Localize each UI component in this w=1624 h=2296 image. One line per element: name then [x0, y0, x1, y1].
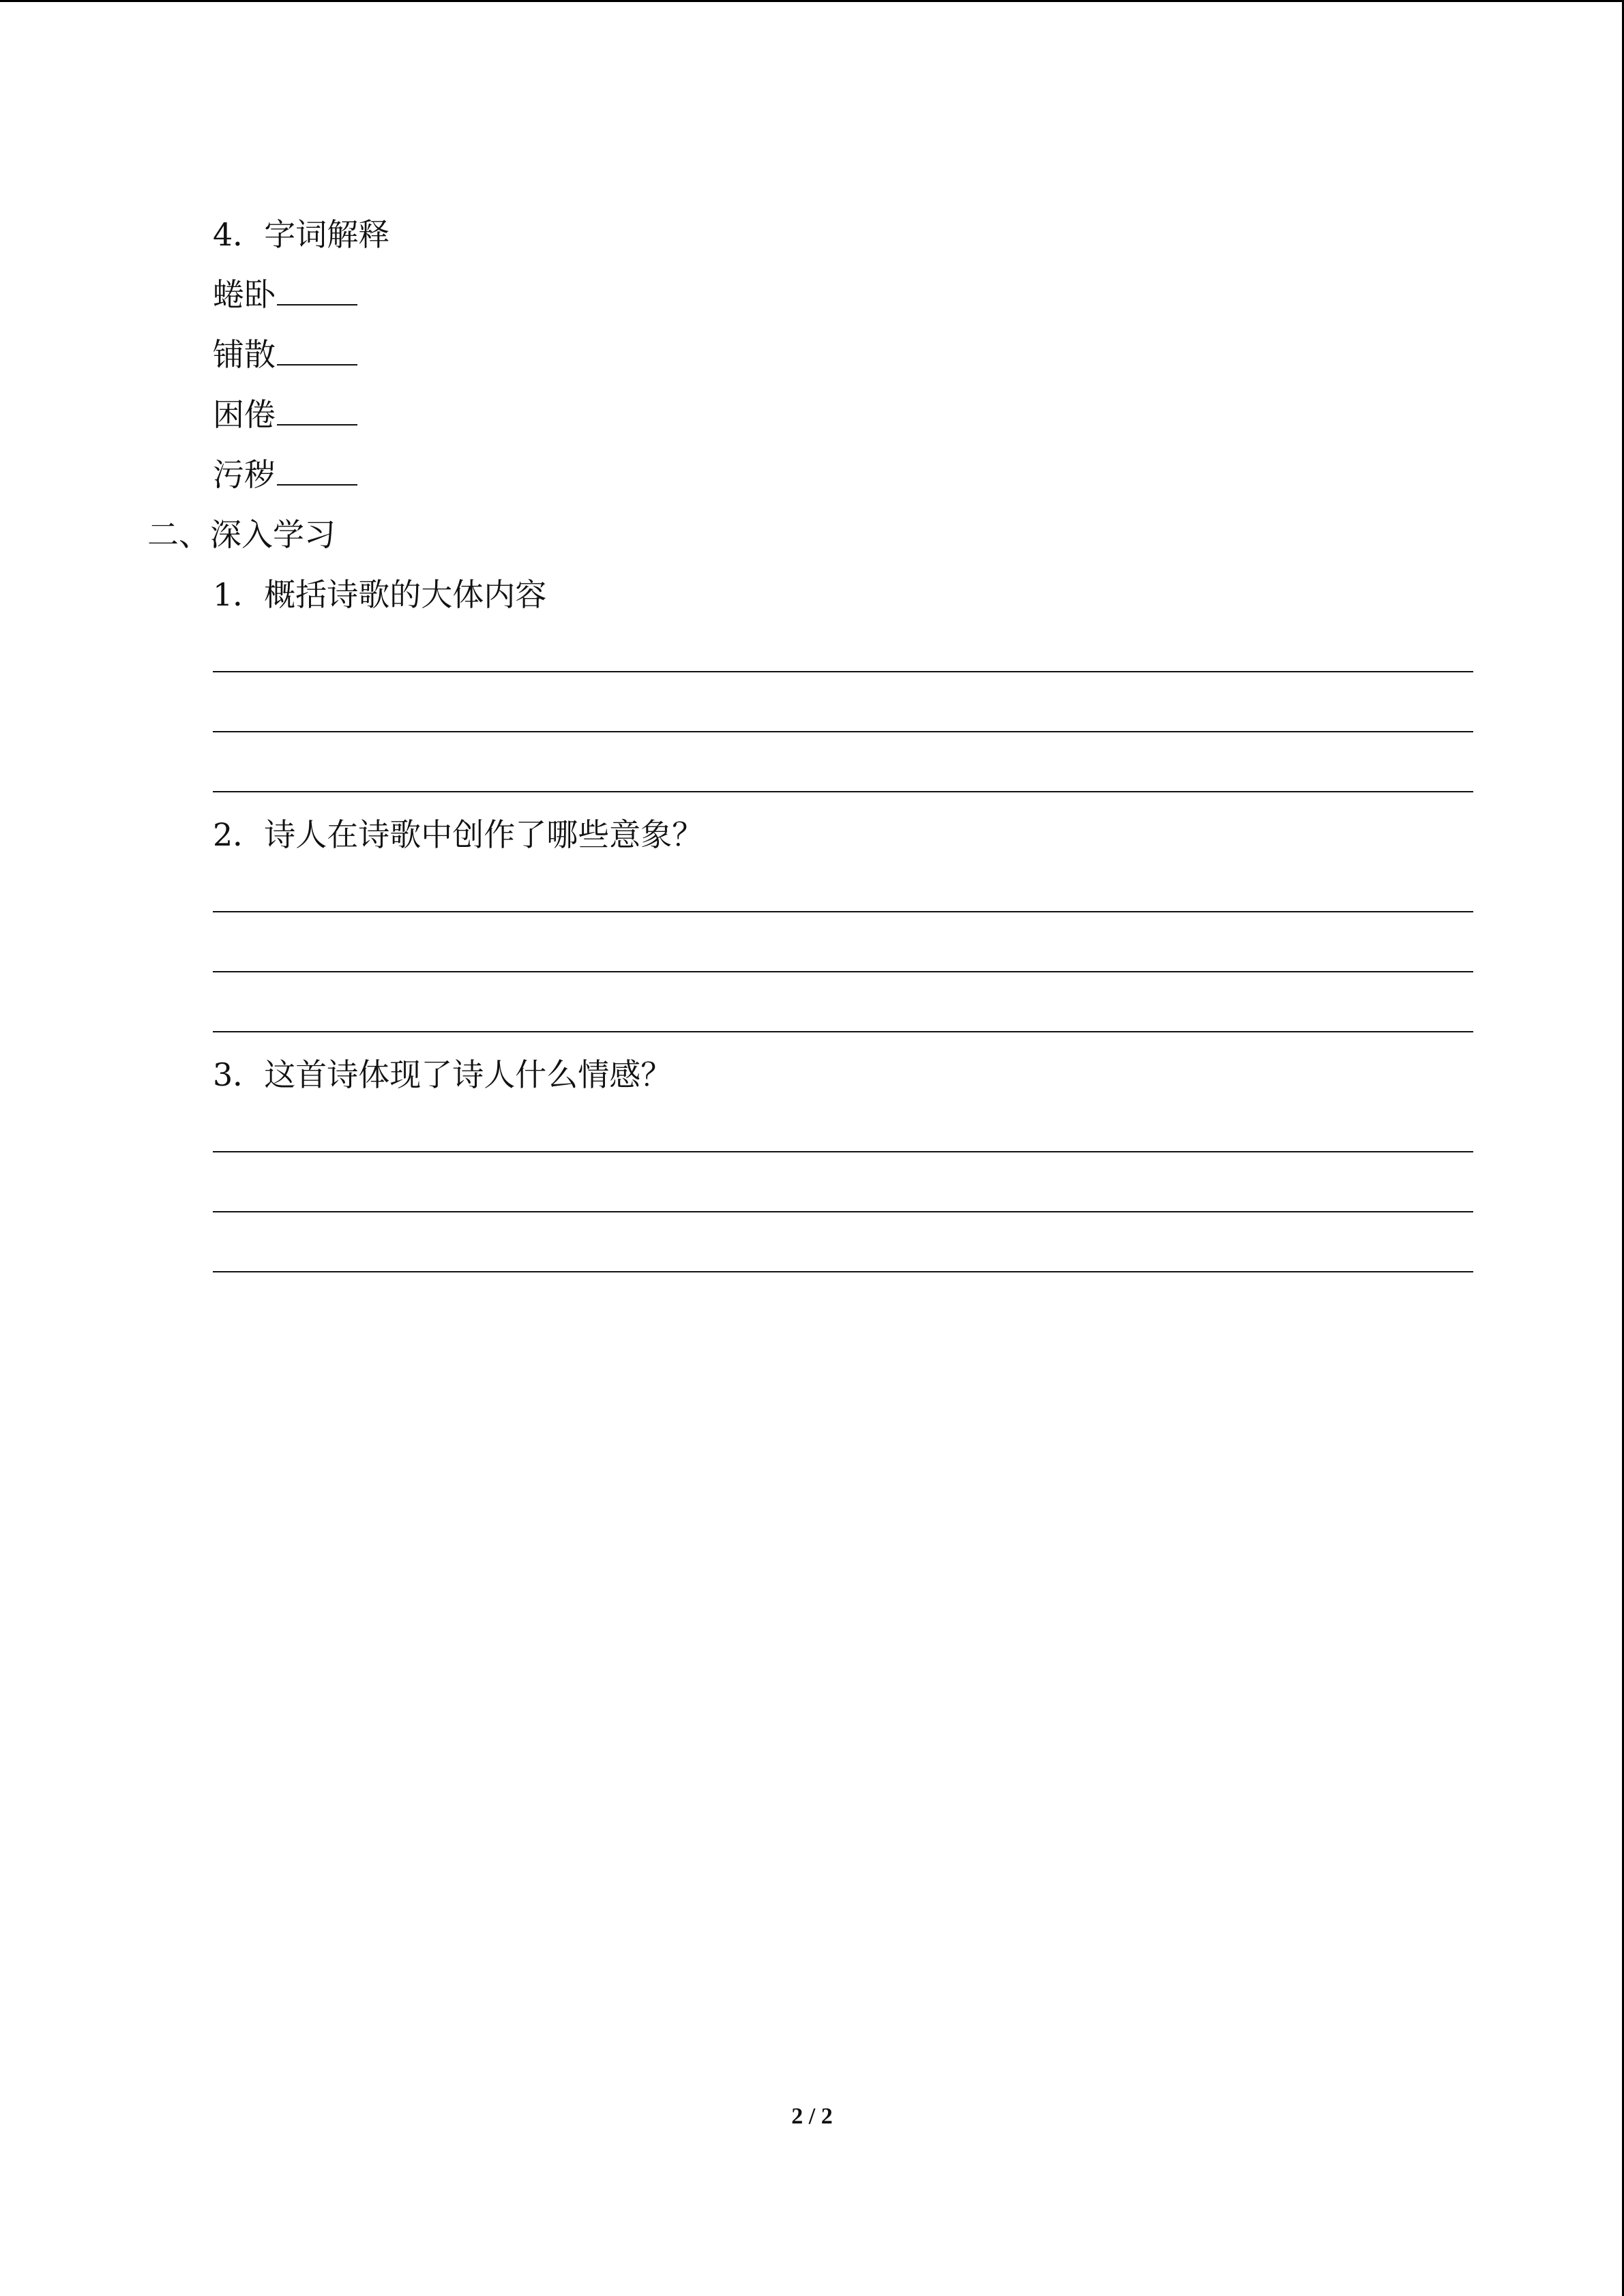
question-prompt: 3．这首诗体现了诗人什么情感？	[213, 1056, 673, 1093]
answer-line[interactable]	[213, 1271, 1473, 1272]
vocab-item	[213, 394, 357, 435]
answer-line[interactable]	[213, 1151, 1473, 1152]
fill-in-blank[interactable]	[277, 456, 357, 486]
vocab-word: 污秽	[213, 456, 276, 493]
vocab-item	[213, 454, 357, 495]
vocab-word: 铺散	[213, 336, 276, 373]
fill-in-blank[interactable]	[277, 396, 357, 426]
page-number: 2 / 2	[791, 2104, 833, 2129]
answer-line[interactable]	[213, 1031, 1473, 1032]
answer-line[interactable]	[213, 971, 1473, 972]
fill-in-blank[interactable]	[277, 336, 357, 366]
page-top-border	[0, 0, 1624, 2]
vocab-word: 蜷卧	[213, 276, 276, 313]
vocab-word: 困倦	[213, 396, 276, 433]
answer-line[interactable]	[213, 1211, 1473, 1212]
vocab-item	[213, 334, 357, 375]
answer-line[interactable]	[213, 731, 1473, 732]
vocab-heading: 4．字词解释	[213, 216, 390, 253]
answer-line[interactable]	[213, 671, 1473, 672]
question-prompt: 1．概括诗歌的大体内容	[213, 576, 547, 613]
section-heading: 二、深入学习	[147, 516, 336, 553]
question-prompt: 2．诗人在诗歌中创作了哪些意象？	[213, 816, 704, 853]
vocab-item	[213, 274, 357, 315]
answer-line[interactable]	[213, 911, 1473, 912]
fill-in-blank[interactable]	[277, 275, 357, 305]
answer-line[interactable]	[213, 791, 1473, 792]
